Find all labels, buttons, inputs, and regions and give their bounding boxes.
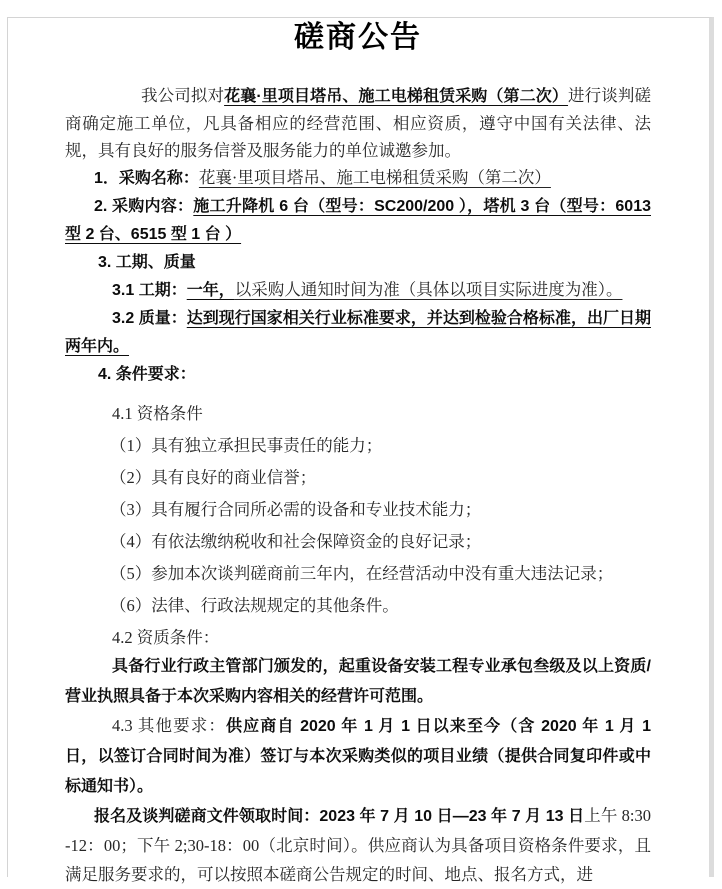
document-title: 磋商公告 bbox=[294, 21, 422, 54]
text-segment: 一年， bbox=[186, 282, 235, 299]
text-segment: 2. 采购内容： bbox=[94, 198, 194, 215]
text-segment: 3. 工期、质量 bbox=[98, 254, 196, 271]
text-segment: 3.2 质量： bbox=[112, 310, 187, 327]
text-segment: 3.1 工期： bbox=[112, 282, 187, 299]
text-segment: （2）具有良好的商业信誉； bbox=[110, 468, 317, 487]
paragraph-intro bbox=[65, 82, 651, 164]
text-segment: 上午 8:30-12：00；下午 2;30-18：00（北京时间）。供应商认为具备项目资格条件要求，且满足服务要求的，可以按照本磋商公告规定的时间、地点、报名方式，进 bbox=[65, 806, 651, 884]
document-body bbox=[65, 82, 651, 889]
paragraph-qual-body bbox=[65, 651, 651, 711]
paragraph-sec-4-1 bbox=[65, 400, 651, 427]
text-segment: （5）参加本次谈判磋商前三年内，在经营活动中没有重大违法记录； bbox=[110, 564, 614, 583]
paragraph-cond-4 bbox=[65, 528, 651, 555]
text-segment: （3）具有履行合同所必需的设备和专业技术能力； bbox=[110, 500, 482, 519]
text-segment: 花襄·里项目塔吊、施工电梯租赁采购（第二次） bbox=[198, 168, 551, 187]
text-segment: 施工升降机 6 台（型号：SC200/200 ），塔机 3 台（型号：6013 型 2 台、6515 型 1 台 ） bbox=[65, 198, 651, 243]
text-segment: 4.3 其他要求： bbox=[112, 716, 227, 735]
paragraph-cond-2 bbox=[65, 464, 651, 491]
text-segment: 4. 条件要求： bbox=[98, 366, 196, 383]
text-segment: 4.2 资质条件： bbox=[112, 628, 220, 647]
paragraph-sec-4-2 bbox=[65, 624, 651, 651]
document-page bbox=[7, 17, 714, 884]
paragraph-cond-6 bbox=[65, 592, 651, 619]
text-segment: 以采购人通知时间为准（具体以项目实际进度为准）。 bbox=[234, 280, 623, 299]
text-segment: 4.1 资格条件 bbox=[112, 404, 203, 423]
paragraph-item-1 bbox=[65, 164, 651, 192]
paragraph-cond-3 bbox=[65, 496, 651, 523]
paragraph-sec-3-1 bbox=[65, 276, 651, 304]
text-segment: （1）具有独立承担民事责任的能力； bbox=[110, 436, 383, 455]
text-segment: 报名及谈判磋商文件领取时间：2023 年 7 月 10 日—23 年 7 月 13 日 bbox=[94, 808, 585, 825]
text-segment: 具备行业行政主管部门颁发的，起重设备安装工程专业承包叁级及以上资质/营业执照具备于本次采购内容相关的经营许可范围。 bbox=[65, 658, 651, 705]
paragraph-sec-4-3 bbox=[65, 711, 651, 801]
text-segment: （6）法律、行政法规规定的其他条件。 bbox=[110, 596, 399, 615]
text-segment: （4）有依法缴纳税收和社会保障资金的良好记录； bbox=[110, 532, 482, 551]
paragraph-sec-4 bbox=[65, 360, 651, 388]
paragraph-cond-1 bbox=[65, 432, 651, 459]
text-segment: 供应商自 2020 年 1 月 1 日以来至今（含 2020 年 1 月 1 日，以签订合同时间为准）签订与本次采购类似的项目业绩（提供合同复印件或中标通知书）。 bbox=[65, 718, 651, 795]
text-segment: 我公司拟对 bbox=[141, 86, 225, 105]
paragraph-cond-5 bbox=[65, 560, 651, 587]
paragraph-sec-3-2 bbox=[65, 304, 651, 360]
paragraph-item-2 bbox=[65, 192, 651, 248]
text-segment: 1．采购名称： bbox=[94, 170, 199, 187]
text-segment: 进行谈判磋商确定施工单位，凡具备相应的经营范围、相应资质，遵守中国有关法律、法规，具有良好的服务信誉及服务能力的单位诚邀参加。 bbox=[65, 86, 652, 160]
paragraph-sec-3 bbox=[65, 248, 651, 276]
text-segment: 达到现行国家相关行业标准要求，并达到检验合格标准，出厂日期两年内。 bbox=[65, 310, 651, 355]
paragraph-signup bbox=[65, 801, 651, 889]
text-segment: 花襄·里项目塔吊、施工电梯租赁采购（第二次） bbox=[224, 88, 569, 105]
